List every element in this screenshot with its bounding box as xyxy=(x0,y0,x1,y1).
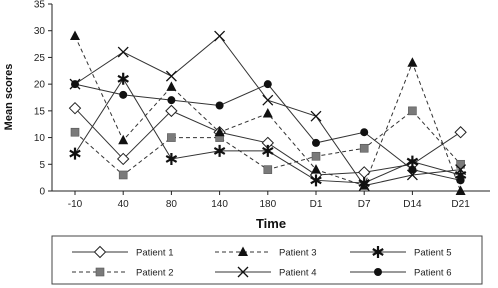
data-point xyxy=(360,128,368,136)
y-tick-label: 20 xyxy=(33,79,45,91)
data-point xyxy=(408,107,416,115)
x-tick-label: D7 xyxy=(357,199,371,210)
y-tick-label: 15 xyxy=(33,106,45,118)
data-point xyxy=(70,31,80,41)
x-tick-label: D1 xyxy=(309,199,323,210)
data-point xyxy=(264,166,272,174)
data-point xyxy=(408,166,416,174)
x-tick-label: D14 xyxy=(403,199,422,210)
data-point xyxy=(407,57,417,67)
legend-label: Patient 3 xyxy=(279,247,317,259)
data-point xyxy=(312,139,320,147)
data-point xyxy=(360,144,368,152)
legend-label: Patient 4 xyxy=(279,267,317,279)
data-point xyxy=(457,176,465,184)
chart-series xyxy=(70,31,467,195)
x-tick-label: 180 xyxy=(259,199,277,210)
chart-legend xyxy=(52,236,482,284)
legend-label: Patient 5 xyxy=(414,247,452,259)
y-tick-label: 10 xyxy=(33,133,45,145)
y-tick-label: 25 xyxy=(33,52,45,64)
data-point xyxy=(119,91,127,99)
x-tick-label: 140 xyxy=(211,199,228,210)
data-point xyxy=(167,96,175,104)
data-point xyxy=(216,102,224,110)
data-point xyxy=(311,111,321,121)
data-point xyxy=(118,47,128,57)
data-point xyxy=(263,95,273,105)
x-axis-title: Time xyxy=(255,216,287,231)
legend-marker xyxy=(96,268,104,276)
data-point xyxy=(119,171,127,179)
data-point xyxy=(166,81,176,91)
legend-label: Patient 2 xyxy=(136,267,174,279)
legend-marker xyxy=(374,268,382,276)
chart-axes xyxy=(34,0,490,210)
data-point xyxy=(118,73,128,85)
data-point xyxy=(455,127,466,138)
y-tick-label: 30 xyxy=(33,26,45,38)
data-point xyxy=(71,80,79,88)
legend-label: Patient 1 xyxy=(136,247,174,259)
legend-label: Patient 6 xyxy=(414,267,452,279)
x-tick-label: -10 xyxy=(67,199,83,210)
data-point xyxy=(167,134,175,142)
data-point xyxy=(166,71,176,81)
y-tick-label: 35 xyxy=(33,0,45,11)
data-point xyxy=(263,108,273,118)
data-point xyxy=(359,167,370,178)
data-point xyxy=(71,128,79,136)
y-axis-title: Mean scores xyxy=(3,63,15,131)
data-point xyxy=(166,153,176,165)
data-point xyxy=(312,152,320,160)
data-point xyxy=(456,186,466,196)
data-point xyxy=(70,148,80,160)
x-tick-label: D21 xyxy=(451,199,470,210)
x-tick-label: 80 xyxy=(165,199,177,210)
x-tick-label: 40 xyxy=(117,199,129,210)
data-point xyxy=(215,31,225,41)
y-tick-label: 5 xyxy=(39,159,45,171)
data-point xyxy=(264,80,272,88)
y-tick-label: 0 xyxy=(39,186,45,198)
